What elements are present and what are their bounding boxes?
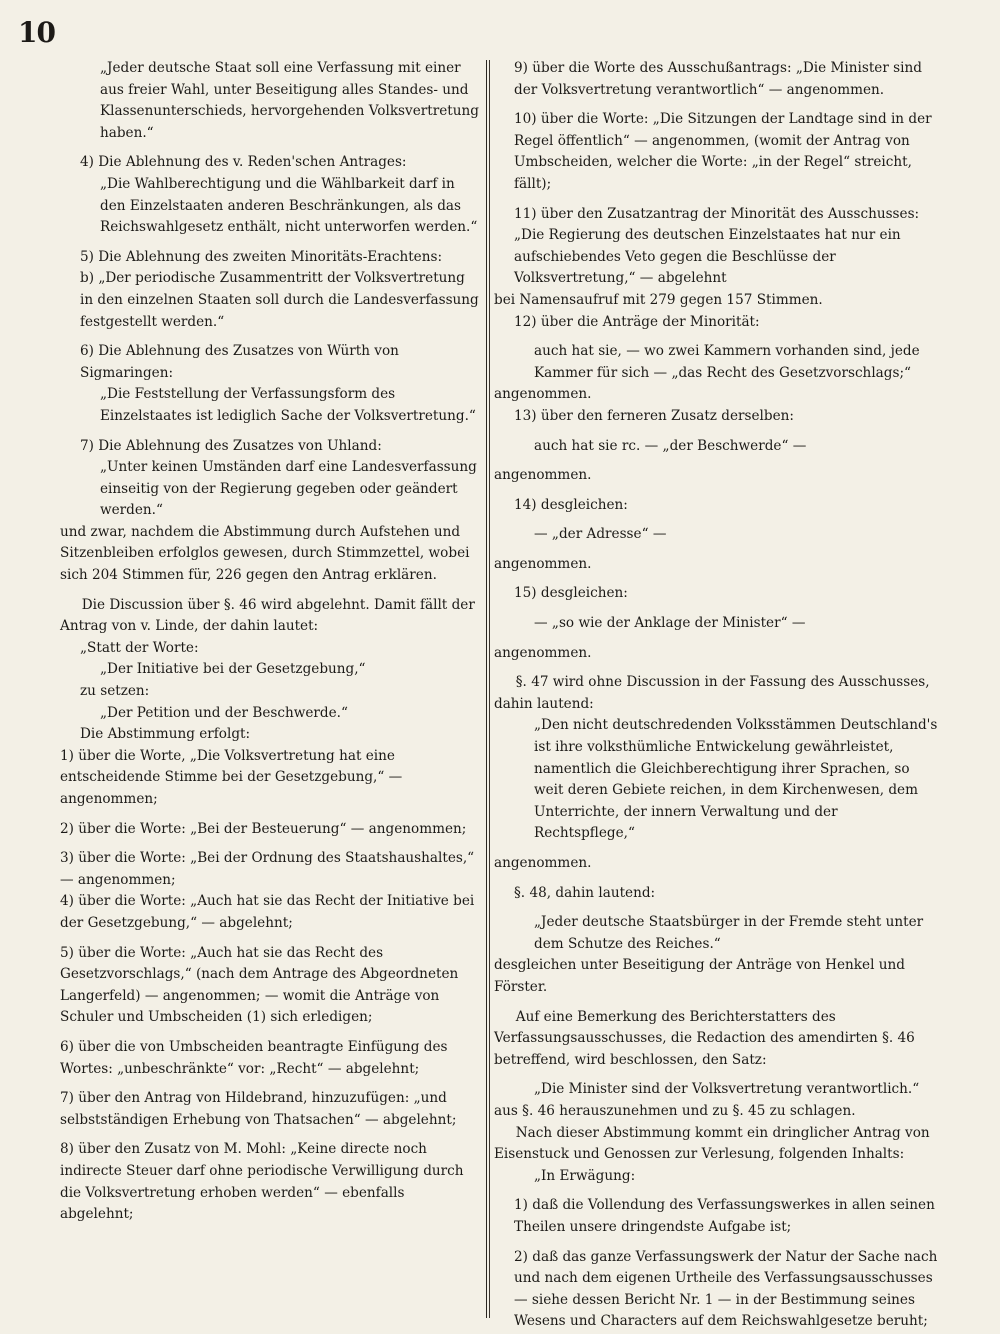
right-paragraph: angenommen. bbox=[494, 855, 592, 871]
column-divider bbox=[486, 60, 487, 1318]
right-paragraph: §. 48, dahin lautend: bbox=[514, 884, 656, 901]
right-paragraph: „Die Minister sind der Volksvertretung verantwortlich.“ bbox=[534, 1081, 920, 1098]
right-paragraph: 13) über den ferneren Zusatz derselben: bbox=[514, 407, 794, 424]
right-paragraph: desgleichen unter Beseitigung der Anträge von Henkel und Förster. bbox=[494, 957, 905, 995]
right-paragraph: angenommen. bbox=[494, 386, 592, 403]
left-paragraph: 4) Die Ablehnung des v. Reden'schen Antrages: bbox=[80, 154, 407, 171]
left-paragraph: b) „Der periodische Zusammentritt der Volksvertretung in den einzelnen Staaten soll durch die Landesverfassung festgestellt werden.“ bbox=[80, 270, 479, 330]
right-paragraph: 2) daß das ganze Verfassungswerk der Natur der Sache nach und nach dem eigenen Urtheile des Verfassungsausschusses — siehe dessen Bericht Nr. 1 — in der Bestimmung seines Wesens und Characters auf dem Reichswahlgesetze beruht; bbox=[514, 1248, 938, 1330]
right-paragraph: auch hat sie, — wo zwei Kammern vorhanden sind, jede Kammer für sich — „das Recht des Gesetzvorschlags;“ bbox=[534, 343, 920, 381]
left-column bbox=[60, 58, 482, 1226]
right-paragraph: 9) über die Worte des Ausschußantrags: „Die Minister sind der Volksvertretung verantwortlich“ — angenommen. bbox=[514, 60, 922, 98]
left-paragraph: 7) über den Antrag von Hildebrand, hinzuzufügen: „und selbstständigen Erhebung von Thatsachen“ — abgelehnt; bbox=[60, 1090, 457, 1128]
left-paragraph: 4) über die Worte: „Auch hat sie das Recht der Initiative bei der Gesetzgebung,“ — abgelehnt; bbox=[60, 893, 475, 931]
right-paragraph: 15) desgleichen: bbox=[514, 585, 628, 602]
left-paragraph: Die Discussion über §. 46 wird abgelehnt. Damit fällt der Antrag von v. Linde, der dahin lautet: bbox=[60, 596, 475, 635]
right-paragraph: bei Namensaufruf mit 279 gegen 157 Stimmen. bbox=[494, 291, 823, 308]
right-paragraph: angenommen. bbox=[494, 644, 592, 661]
right-paragraph: Nach dieser Abstimmung kommt ein dringlicher Antrag von Eisenstuck und Genossen zur Verlesung, folgenden Inhalts: bbox=[494, 1124, 930, 1163]
right-paragraph: 12) über die Anträge der Minorität: bbox=[514, 313, 760, 330]
right-paragraph: 10) über die Worte: „Die Sitzungen der Landtage sind in der Regel öffentlich“ — angenommen, (womit der Antrag von Umbscheiden, welcher die Worte: „in der Regel“ streicht, fällt); bbox=[514, 111, 932, 192]
right-paragraph: aus §. 46 herauszunehmen und zu §. 45 zu schlagen. bbox=[494, 1102, 856, 1119]
left-paragraph: 2) über die Worte: „Bei der Besteuerung“ — angenommen; bbox=[60, 820, 467, 837]
left-paragraph: zu setzen: bbox=[80, 683, 150, 700]
right-paragraph: 11) über den Zusatzantrag der Minorität des Ausschusses: „Die Regierung des deutschen Einzelstaates hat nur ein aufschiebendes Veto gegen die Beschlüsse der Volksvertretung,“ — abgelehnt bbox=[514, 205, 920, 287]
left-paragraph: „Jeder deutsche Staat soll eine Verfassung mit einer aus freier Wahl, unter Beseitigung alles Standes- und Klassenunterschieds, hervorgehenden Volksvertretung haben.“ bbox=[100, 60, 479, 141]
page-number: 10 bbox=[18, 16, 55, 49]
right-paragraph: — „der Adresse“ — bbox=[534, 526, 667, 543]
left-paragraph: 6) über die von Umbscheiden beantragte Einfügung des Wortes: „unbeschränkte“ vor: „Recht“ — abgelehnt; bbox=[60, 1038, 448, 1077]
left-paragraph: „Die Feststellung der Verfassungsform des Einzelstaates ist lediglich Sache der Volksvertretung.“ bbox=[100, 386, 476, 424]
left-paragraph: 5) Die Ablehnung des zweiten Minoritäts-Erachtens: bbox=[80, 248, 443, 265]
left-paragraph: „Der Initiative bei der Gesetzgebung,“ bbox=[100, 661, 366, 678]
right-paragraph: 1) daß die Vollendung des Verfassungswerkes in allen seinen Theilen unsere dringendste Aufgabe ist; bbox=[514, 1197, 935, 1235]
right-paragraph: auch hat sie rc. — „der Beschwerde“ — bbox=[534, 437, 807, 454]
right-paragraph: „In Erwägung: bbox=[534, 1167, 636, 1184]
right-paragraph: „Den nicht deutschredenden Volksstämmen Deutschland's ist ihre volksthümliche Entwickelung gewährleistet, namentlich die Gleichberechtigung ihrer Sprachen, so weit deren Gebiete reichen, in dem Kirchenwesen, dem Unterrichte, der innern Verwaltung und der Rechtspflege,“ bbox=[534, 717, 938, 842]
left-paragraph: 7) Die Ablehnung des Zusatzes von Uhland: bbox=[80, 437, 382, 454]
left-paragraph: 3) über die Worte: „Bei der Ordnung des Staatshaushaltes,“ — angenommen; bbox=[60, 850, 475, 888]
right-paragraph: Auf eine Bemerkung des Berichterstatters des Verfassungsausschusses, die Redaction des amendirten §. 46 betreffend, wird beschlossen, den Satz: bbox=[494, 1008, 915, 1068]
right-paragraph: angenommen. bbox=[494, 555, 592, 572]
left-paragraph: Die Abstimmung erfolgt: bbox=[80, 726, 251, 743]
left-paragraph: 6) Die Ablehnung des Zusatzes von Würth von Sigmaringen: bbox=[80, 343, 399, 381]
left-paragraph: „Statt der Worte: bbox=[80, 639, 199, 656]
right-paragraph: „Jeder deutsche Staatsbürger in der Fremde steht unter dem Schutze des Reiches.“ bbox=[534, 914, 924, 952]
right-paragraph: — „so wie der Anklage der Minister“ — bbox=[534, 615, 806, 632]
left-paragraph: 8) über den Zusatz von M. Mohl: „Keine directe noch indirecte Steuer darf ohne periodische Verwilligung durch die Volksvertretung erhoben werden“ — ebenfalls abgelehnt; bbox=[60, 1141, 464, 1223]
right-paragraph: §. 47 wird ohne Discussion in der Fassung des Ausschusses, dahin lautend: bbox=[494, 674, 930, 712]
right-paragraph: angenommen. bbox=[494, 467, 592, 484]
left-paragraph: „Die Wahlberechtigung und die Wählbarkeit darf in den Einzelstaaten anderen Beschränkungen, als das Reichswahlgesetz enthält, nicht unterworfen werden.“ bbox=[100, 175, 478, 236]
right-paragraph: 14) desgleichen: bbox=[514, 496, 628, 513]
left-paragraph: „Der Petition und der Beschwerde.“ bbox=[100, 704, 348, 721]
right-column bbox=[494, 58, 940, 1333]
left-paragraph: 1) über die Worte, „Die Volksvertretung hat eine entscheidende Stimme bei der Gesetzgebung,“ — angenommen; bbox=[60, 747, 403, 807]
left-paragraph: 5) über die Worte: „Auch hat sie das Recht des Gesetzvorschlags,“ (nach dem Antrage des Abgeordneten Langerfeld) — angenommen; — womit die Anträge von Schuler und Umbscheiden (1) sich erledigen; bbox=[60, 944, 459, 1026]
left-paragraph: und zwar, nachdem die Abstimmung durch Aufstehen und Sitzenbleiben erfolglos gewesen, durch Stimmzettel, wobei sich 204 Stimmen für, 226 gegen den Antrag erklären. bbox=[60, 523, 470, 584]
left-paragraph: „Unter keinen Umständen darf eine Landesverfassung einseitig von der Regierung gegeben oder geändert werden.“ bbox=[100, 459, 477, 519]
